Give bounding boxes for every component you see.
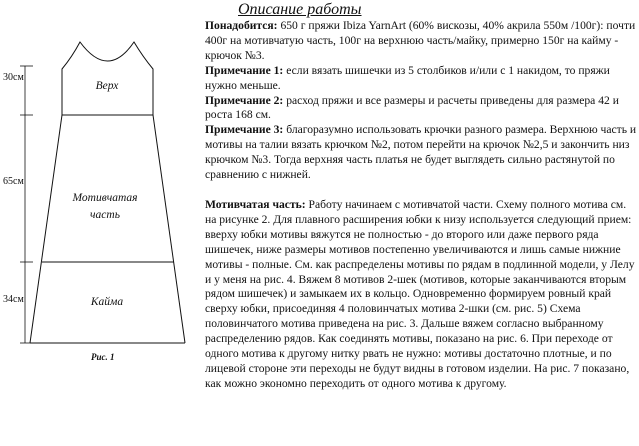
materials-label: Понадобится: [205,19,278,32]
note-2-label: Примечание 2: [205,93,284,107]
note-1-text: если вязать шишечки из 5 столбиков и/или с 1 накидом, то пряжи нужно меньше. [205,63,610,92]
description-text [205,0,637,392]
dress-top-outline [62,42,153,115]
paragraph-motif-part [205,198,637,392]
dimension-middle-label: 65см [3,176,24,187]
motif-part-text: Работу начинаем с мотивчатой части. Схему полного мотива см. на рисунке 2. Для плавного расширения юбки к низу используется следующий прием: вверху юбки мотивы вяжутся не полностью - до второго или даже первого ряда шишечек, ниже размеры мотивов постепенно увеличиваются и лишь самые нижние мотивы - полные. См. как распределены мотивы по рядам в подлинной модели, у Лелу и у меня на рис. 4. Вяжем 8 мотивов 2-шек (мотивов, которые заканчиваются вторым рядом шишечек) и замыкаем их в кольцо. Одновременно формируем ровный край сверху юбки, присоединяя 4 половинчатых мотива 2-шки (см. рис. 5) Схема половинчатого мотива приведена на рис. 3. Дальше вяжем согласно выбранному распределению рядов. Как соединять мотивы, показано на рис. 6. При переходе от одного мотива к другому нитку рвать не нужно: мотивы достаточно плотные, и по лицевой стороне эти переходы не будут видны в готовом изделии. На рис. 7 показано, как можно экономно переходить от одного мотива к другому. [205,197,635,390]
note-3-label: Примечание 3: [205,123,284,137]
note-1-label: Примечание 1: [205,63,284,77]
document-title: Описание работы [238,1,362,18]
section-motif-label-line1: Мотивчатая [72,192,138,204]
note-2-text: расход пряжи и все размеры и расчеты приведены для размера 42 и роста 168 см. [205,93,619,122]
paragraph-note-2 [205,94,637,124]
dimension-top-label: 30см [3,72,24,83]
figure-caption: Рис. 1 [91,352,115,362]
paragraph-note-1 [205,64,637,94]
dress-diagram [0,0,200,446]
motif-part-label: Мотивчатая часть: [205,197,306,211]
note-3-text: благоразумно использовать крючки разного размера. Верхнюю часть и мотивы на талии вязать крючком №2, потом перейти на крючок №2,5 и закончить низ крючком №3. Тогда верхняя часть платья не будет выглядеть сильно растянутой по сравнению с нижней. [205,123,637,182]
skirt-left-edge [30,115,62,343]
section-border-label: Кайма [90,296,124,308]
paragraph-note-3 [205,123,637,183]
skirt-right-edge [153,115,185,343]
paragraph-materials [205,19,637,64]
materials-text: 650 г пряжи Ibiza YarnArt (60% вискозы, 40% акрила 550м /100г): почти 400г на мотивчатую часть, 100г на верхнюю часть/майку, примерно 150г на кайму - крючок №3. [205,19,636,62]
section-motif-label-line2: часть [90,209,120,221]
section-top-label: Верх [95,80,119,92]
dimension-bottom-label: 34см [3,294,24,305]
